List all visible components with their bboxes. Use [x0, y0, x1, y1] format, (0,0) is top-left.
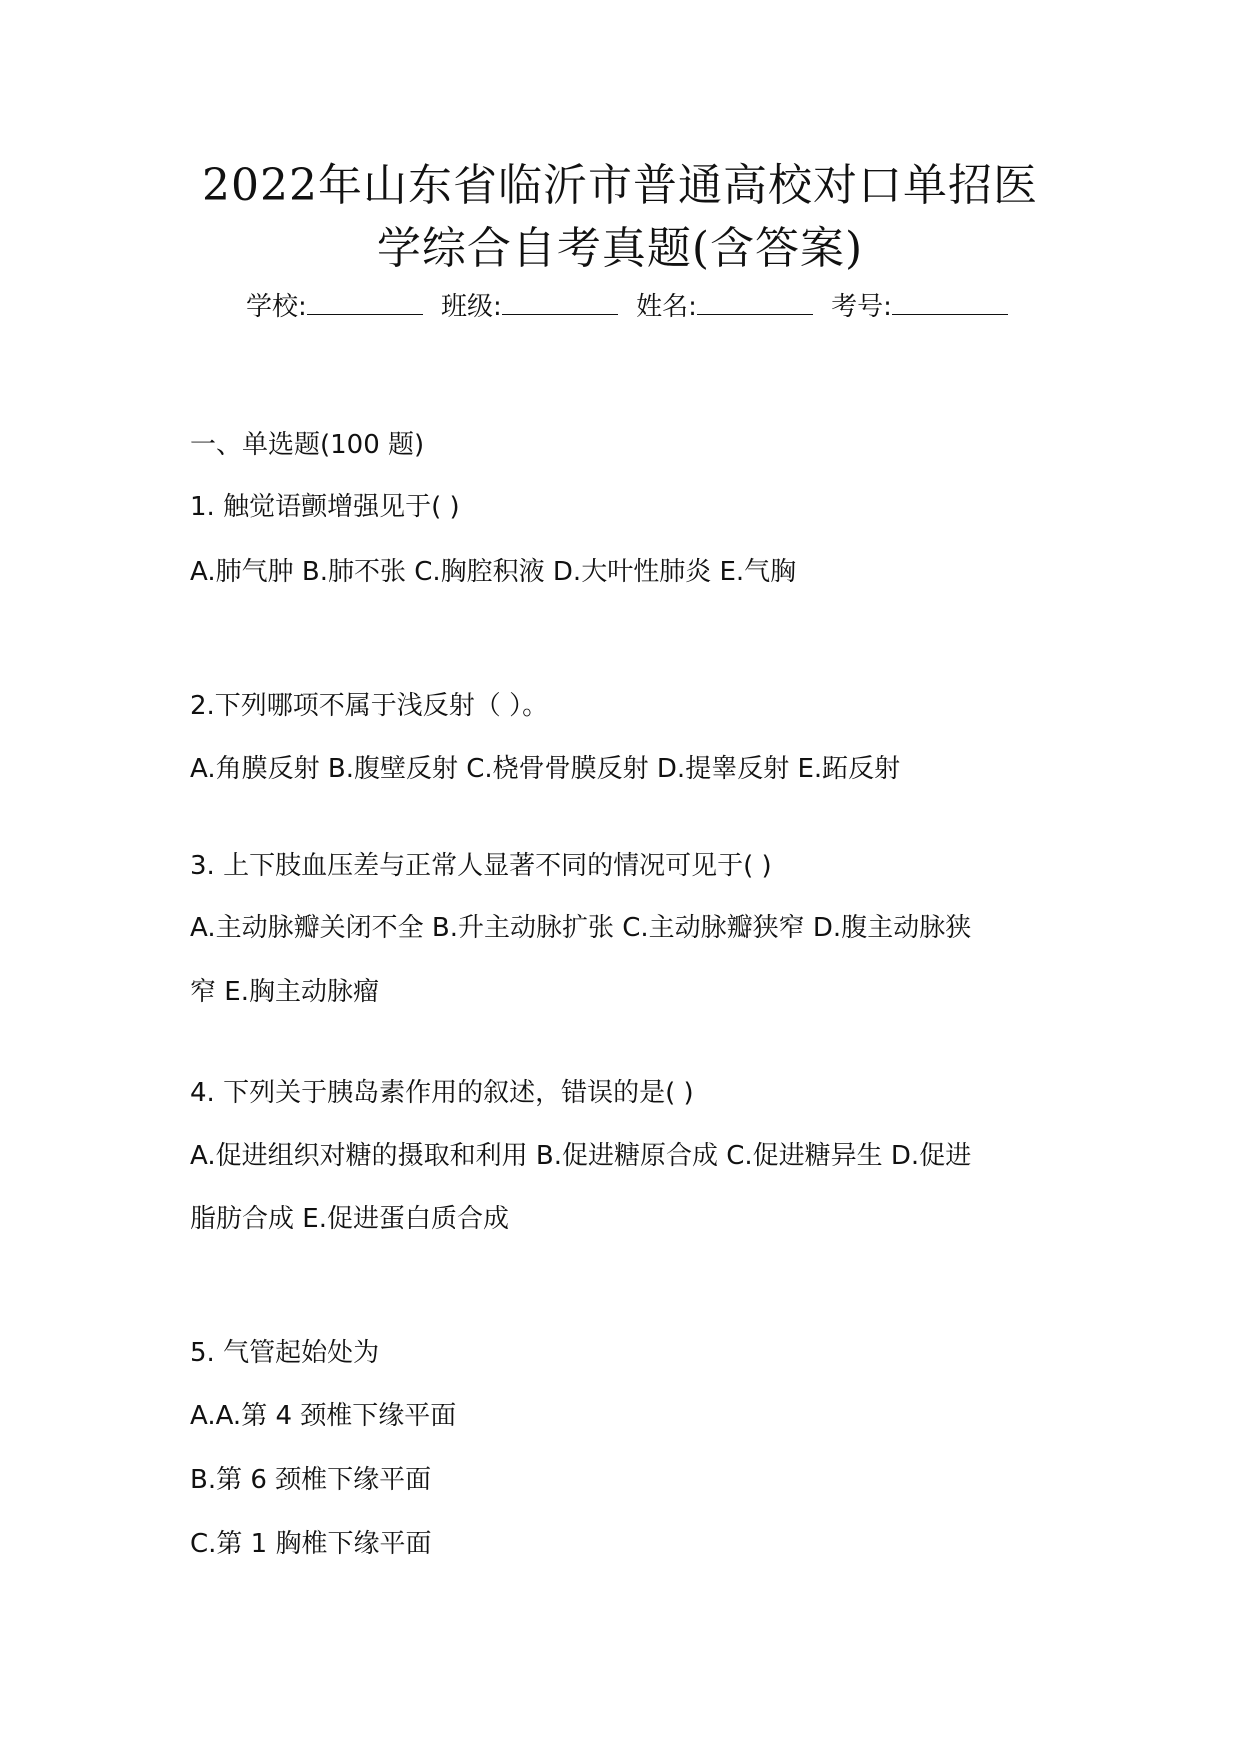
school-blank[interactable] — [307, 288, 423, 315]
document-title-line-2: 学综合自考真题(含答案) — [376, 223, 864, 274]
name-label: 姓名: — [636, 292, 697, 322]
question-5-option-c: C.第 1 胸椎下缘平面 — [190, 1529, 432, 1559]
class-field — [441, 288, 618, 325]
exam-number-field — [831, 288, 1008, 325]
question-3-options-line-1: A.主动脉瓣关闭不全 B.升主动脉扩张 C.主动脉瓣狭窄 D.腹主动脉狭 — [190, 913, 972, 943]
question-2-options: A.角膜反射 B.腹壁反射 C.桡骨骨膜反射 D.提睾反射 E.跖反射 — [190, 754, 901, 784]
question-4-options-line-2: 脂肪合成 E.促进蛋白质合成 — [190, 1204, 509, 1234]
question-3-stem: 3. 上下肢血压差与正常人显著不同的情况可见于( ) — [190, 851, 772, 881]
question-2-stem: 2.下列哪项不属于浅反射（ ）。 — [190, 691, 549, 721]
school-field — [246, 288, 423, 325]
school-label: 学校: — [246, 292, 307, 322]
question-5-option-a: A.A.第 4 颈椎下缘平面 — [190, 1401, 457, 1431]
question-4-options-line-1: A.促进组织对糖的摄取和利用 B.促进糖原合成 C.促进糖异生 D.促进 — [190, 1141, 972, 1171]
document-title-line-1: 2022年山东省临沂市普通高校对口单招医 — [202, 160, 1038, 211]
question-4-stem: 4. 下列关于胰岛素作用的叙述，错误的是( ) — [190, 1078, 694, 1108]
question-1-options: A.肺气肿 B.肺不张 C.胸腔积液 D.大叶性肺炎 E.气胸 — [190, 557, 797, 587]
question-5-option-b: B.第 6 颈椎下缘平面 — [190, 1465, 432, 1495]
exam-number-blank[interactable] — [892, 288, 1008, 315]
section-title: 一、单选题(100 题) — [190, 430, 425, 460]
question-5-stem: 5. 气管起始处为 — [190, 1338, 380, 1368]
class-blank[interactable] — [502, 288, 618, 315]
question-3-options-line-2: 窄 E.胸主动脉瘤 — [190, 977, 379, 1007]
exam-number-label: 考号: — [831, 292, 892, 322]
student-info-row — [246, 288, 1006, 325]
name-blank[interactable] — [697, 288, 813, 315]
name-field — [636, 288, 813, 325]
class-label: 班级: — [441, 292, 502, 322]
question-1-stem: 1. 触觉语颤增强见于( ) — [190, 492, 460, 522]
